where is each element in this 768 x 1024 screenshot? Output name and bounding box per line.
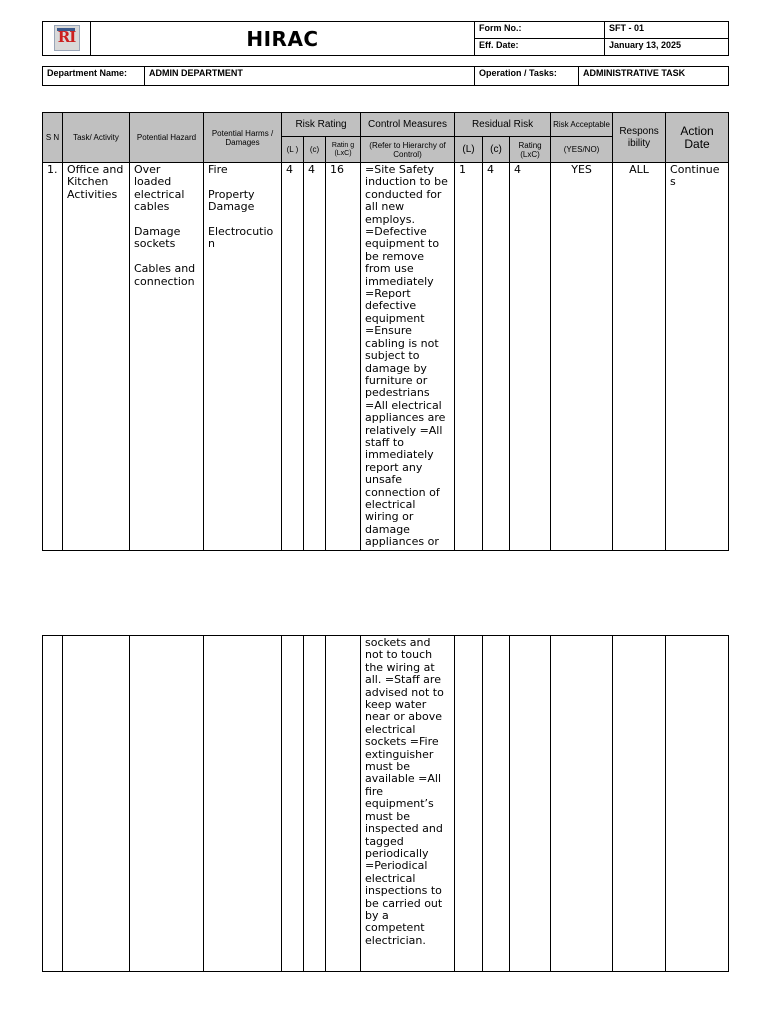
col-res-l: (L) [455,137,483,163]
row-control-measures-continued: sockets and not to touch the wiring at all. =Staff are advised not to keep water near or above electrical sockets =Fire extinguisher must be available =All fire equipment’s must be inspected and tagged periodically =Periodical electrical inspections to be carried out by a competent electrician. [361,636,455,972]
col-rr-l: (L ) [282,137,304,163]
cont-empty-cell [613,636,666,972]
row-consequence: 4 [304,163,326,551]
company-logo [54,25,80,51]
cont-empty-cell [63,636,130,972]
form-no-value: SFT - 01 [605,22,729,39]
hazard-item: Over loaded electrical cables [134,163,185,214]
operation-label: Operation / Tasks: [475,67,579,86]
eff-date-value: January 13, 2025 [605,39,729,56]
document-title: HIRAC [91,22,475,56]
cont-empty-cell [326,636,361,972]
hirac-table [42,112,729,551]
department-value: ADMIN DEPARTMENT [145,67,475,86]
col-res-c: (c) [483,137,510,163]
row-action-date: Continue s [666,163,729,551]
col-task: Task/ Activity [63,113,130,163]
col-responsibility: Respons ibility [613,113,666,163]
harm-item: Electrocutio n [208,225,274,251]
row-sn: 1. [43,163,63,551]
row-control-measures: =Site Safety induction to be conducted for all new employs. =Defective equipment to be remove from use immediately =Report defective equipment =Ensure cabling is not subject to damage by furniture or pedestrians =All electrical appliances are relatively =All staff to immediately report any unsafe connection of electrical wiring or damage appliances or [361,163,455,551]
col-hazard: Potential Hazard [130,113,204,163]
col-acceptable: Risk Acceptable [551,113,613,137]
col-risk-rating: Risk Rating [282,113,361,137]
eff-date-label: Eff. Date: [475,39,605,56]
cont-empty-cell [510,636,551,972]
logo-text: RI [57,28,76,46]
hazard-item: Damage sockets [134,225,181,251]
operation-value: ADMINISTRATIVE TASK [579,67,729,86]
cont-empty-cell [282,636,304,972]
cont-empty-cell [304,636,326,972]
row-acceptable: YES [551,163,613,551]
row-responsibility: ALL [613,163,666,551]
col-res-rating: Rating (LxC) [510,137,551,163]
col-action-date: Action Date [666,113,729,163]
row-harms [204,163,282,551]
hazard-item: Cables and connection [134,262,196,288]
col-sn: S N [43,113,63,163]
row-task: Office and Kitchen Activities [63,163,130,551]
cont-empty-cell [551,636,613,972]
department-row [42,66,729,86]
cont-empty-cell [204,636,282,972]
col-residual-risk: Residual Risk [455,113,551,137]
company-logo-cell [43,22,91,56]
col-acceptable-sub: (YES/NO) [551,137,613,163]
form-header [42,21,729,56]
hirac-table-continued [42,635,729,972]
form-no-label: Form No.: [475,22,605,39]
col-harms: Potential Harms / Damages [204,113,282,163]
row-residual-rating: 4 [510,163,551,551]
col-control: Control Measures [361,113,455,137]
cont-empty-cell [483,636,510,972]
cont-empty-cell [455,636,483,972]
cont-empty-cell [43,636,63,972]
row-rating: 16 [326,163,361,551]
department-label: Department Name: [43,67,145,86]
harm-item: Property Damage [208,187,255,214]
col-rr-rating: Ratin g (LxC) [326,137,361,163]
col-control-sub: (Refer to Hierarchy of Control) [361,137,455,163]
col-rr-c: (c) [304,137,326,163]
harm-item: Fire [208,163,228,176]
cont-empty-cell [130,636,204,972]
row-hazards [130,163,204,551]
cont-empty-cell [666,636,729,972]
row-residual-c: 4 [483,163,510,551]
row-likelihood: 4 [282,163,304,551]
row-residual-l: 1 [455,163,483,551]
